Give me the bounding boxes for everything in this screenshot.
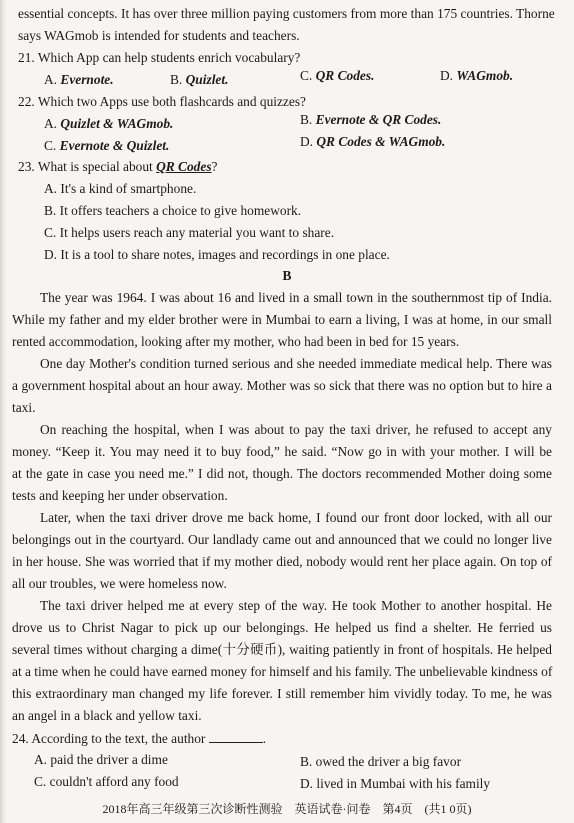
q24-option-b: B. owed the driver a big favor	[300, 754, 462, 769]
q24-option-c: C. couldn't afford any food	[34, 774, 179, 789]
passage-line: tests and keeping her under observation.	[12, 488, 228, 503]
question-number: 22.	[18, 94, 35, 109]
passage-line: this extraordinary man changed my life forever. I still remember him vividly today. To me, he was	[12, 686, 552, 701]
passage-line: One day Mother's condition turned serious and she needed immediate medical help. There was	[40, 356, 552, 371]
question-number: 23.	[18, 159, 35, 174]
passage-line: While my father and my elder brother were in Mumbai to earn a living, I was at home, in our small	[12, 312, 552, 327]
passage-line: taxi.	[12, 400, 36, 415]
passage-line: a government hospital about an hour away. Mother was so sick that there was no option but to hire a	[12, 378, 552, 393]
passage-line: all our troubles, we were homeless now.	[12, 576, 227, 591]
passage-line: at the gate in case you need me.” I did not, though. The doctors recommended Mother doing some	[12, 466, 552, 481]
question-24: 24. According to the text, the author .	[12, 731, 267, 746]
q24-option-d: D. lived in Mumbai with his family	[300, 776, 491, 791]
passage-line: money. “Keep it. You may need it to buy food,” he said. “Now go in with your mother. I will be	[12, 444, 552, 459]
question-stem: Which App can help students enrich vocabulary?	[37, 50, 301, 65]
question-number: 24.	[12, 731, 29, 746]
section-label: B	[282, 268, 292, 283]
passage-line: an angel in a black and yellow taxi.	[12, 708, 202, 723]
q22-option-a: A. Quizlet & WAGmob.	[44, 116, 174, 131]
passage-line: Later, when the taxi driver drove me back home, I found our front door locked, with all our	[40, 510, 552, 525]
q22-option-c: C. Evernote & Quizlet.	[44, 138, 170, 153]
q23-option-c: C. It helps users reach any material you want to share.	[44, 225, 335, 240]
question-number: 21.	[18, 50, 35, 65]
q23-option-b: B. It offers teachers a choice to give homework.	[44, 203, 302, 218]
answer-blank	[209, 730, 263, 743]
question-22	[18, 94, 306, 110]
q24-option-a: A. paid the driver a dime	[34, 752, 168, 767]
passage-line: at a time when he could have earned money for himself and his family. The unbelievable kindness of	[12, 664, 553, 679]
passage-line: The year was 1964. I was about 16 and lived in a small town in the southernmost tip of India.	[40, 290, 552, 305]
q23-option-a: A. It's a kind of smartphone.	[44, 181, 197, 196]
q21-option-c: C. QR Codes.	[300, 68, 375, 83]
passage-line: belongings out in the courtyard. Our landlady came out and announced that we could no longer live	[12, 532, 552, 547]
passage-line: in her house. She was worried that if my mother died, nobody would rent her place again. On top of	[12, 554, 552, 569]
q21-option-d: D. WAGmob.	[440, 68, 514, 83]
passage-line: The taxi driver helped me at every step of the way. He took Mother to another hospital. He	[40, 598, 552, 613]
intro-line-2: says WAGmob is intended for students and teachers.	[18, 28, 300, 43]
passage-line: rented accommodation, looking after my mother, who had been in bed for 15 years.	[12, 334, 460, 349]
page-fold-shadow	[0, 0, 6, 823]
question-stem: According to the text, the author	[31, 731, 206, 746]
q22-option-d: D. QR Codes & WAGmob.	[300, 134, 446, 149]
question-emphasis: QR Codes	[156, 159, 212, 174]
q22-option-b: B. Evernote & QR Codes.	[300, 112, 442, 127]
page-footer: 2018年高三年级第三次诊断性测验 英语试卷·问卷 第4页 (共1 0页)	[102, 802, 472, 816]
passage-line: several times without charging a dime(十分硬币), waiting patiently in front of hospitals. He helped	[12, 642, 552, 657]
passage-line: drove us to Christ Nagar to pick up our belongings. He helped us find a shelter. He ferried us	[12, 620, 552, 635]
question-23: 23. What is special about QR Codes?	[18, 159, 218, 174]
question-stem: Which two Apps use both flashcards and quizzes?	[37, 94, 306, 109]
q23-option-d: D. It is a tool to share notes, images and recordings in one place.	[44, 247, 390, 262]
passage-line: On reaching the hospital, when I was about to pay the taxi driver, he refused to accept any	[40, 422, 552, 437]
intro-line-1: essential concepts. It has over three million paying customers from more than 175 countries. Thorne	[18, 6, 555, 21]
question-21	[18, 50, 300, 66]
q21-option-b: B. Quizlet.	[170, 72, 229, 87]
q21-option-a: A. Evernote.	[44, 72, 114, 87]
